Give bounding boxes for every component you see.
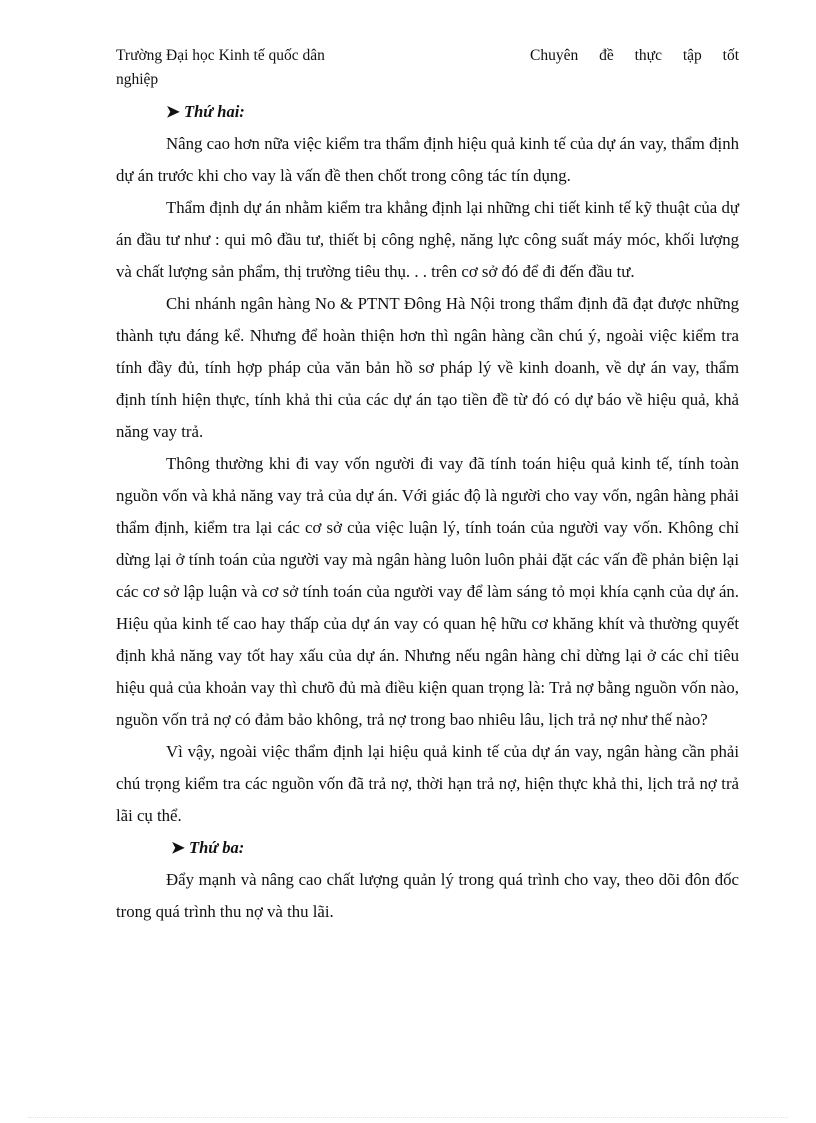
paragraph: Chi nhánh ngân hàng No & PTNT Đông Hà Nội trong thẩm định đã đạt được những thành tựu đáng kể. Nhưng để hoàn thiện hơn thì ngân hàng cần chú ý, ngoài việc kiểm tra tính đầy đủ, tính hợp pháp của văn bản hồ sơ pháp lý về kinh doanh, về dự án vay, thẩm định tính hiện thực, tính khả thi của các dự án tạo tiền đề từ đó có dự báo về hiệu quả, khả năng vay trả. [116,294,739,441]
section-heading-second [166,96,739,128]
header-report-title: Chuyên đề thực tập tốt [530,47,739,64]
section-heading-third [171,832,739,864]
page-bottom-divider [28,1117,788,1118]
document-body [116,96,739,928]
arrow-bullet-icon: ➤ [171,838,185,857]
section-heading-second-text: Thứ hai: [184,102,245,121]
paragraph: Vì vậy, ngoài việc thẩm định lại hiệu quả kinh tế của dự án vay, ngân hàng cần phải chú trọng kiểm tra các nguồn vốn đã trả nợ, thời hạn trả nợ, hiện thực khả thi, lịch trả nợ trả lãi cụ thể. [116,742,739,825]
paragraph: Thông thường khi đi vay vốn người đi vay đã tính toán hiệu quả kinh tế, tính toàn nguồn vốn và khả năng vay trả của dự án. Với giác độ là người cho vay vốn, ngân hàng phải thẩm định, kiểm tra lại các cơ sở của việc luận lý, tính toán của người vay vốn. Không chỉ dừng lại ở tính toán của người vay mà ngân hàng luôn luôn phải đặt các vấn đề phản biện lại các cơ sở lập luận và cơ sở tính toán của người vay để làm sáng tỏ mọi khía cạnh của dự án. Hiệu qủa kinh tế cao hay thấp của dự án vay có quan hệ hữu cơ khăng khít và thường quyết định khả năng vay tốt hay xấu của dự án. Nhưng nếu ngân hàng chỉ dừng lại ở các chỉ tiêu hiệu quả của khoản vay thì chưõ đủ mà điều kiện quan trọng là: Trả nợ bằng nguồn vốn nào, nguồn vốn trả nợ có đảm bảo không, trả nợ trong bao nhiêu lâu, lịch trả nợ như thế nào? [116,454,739,729]
header-wrap-word: nghiệp [116,71,159,88]
paragraph: Nâng cao hơn nữa việc kiểm tra thẩm định hiệu quả kinh tế của dự án vay, thẩm định dự án trước khi cho vay là vấn đề then chốt trong công tác tín dụng. [116,134,739,185]
header-school-name: Trường Đại học Kinh tế quốc dân [116,47,325,64]
header-school [116,44,325,92]
paragraph: Thẩm định dự án nhằm kiểm tra khẳng định lại những chi tiết kinh tế kỹ thuật của dự án đầu tư như : qui mô đầu tư, thiết bị công nghệ, năng lực công suất máy móc, khối lượng và chất lượng sản phẩm, thị trường tiêu thụ. . . trên cơ sở đó để đi đến đầu tư. [116,198,739,281]
paragraph: Đẩy mạnh và nâng cao chất lượng quản lý trong quá trình cho vay, theo dõi đôn đốc trong quá trình thu nợ và thu lãi. [116,870,739,921]
arrow-bullet-icon: ➤ [166,102,180,121]
section-heading-third-text: Thứ ba: [189,838,245,857]
